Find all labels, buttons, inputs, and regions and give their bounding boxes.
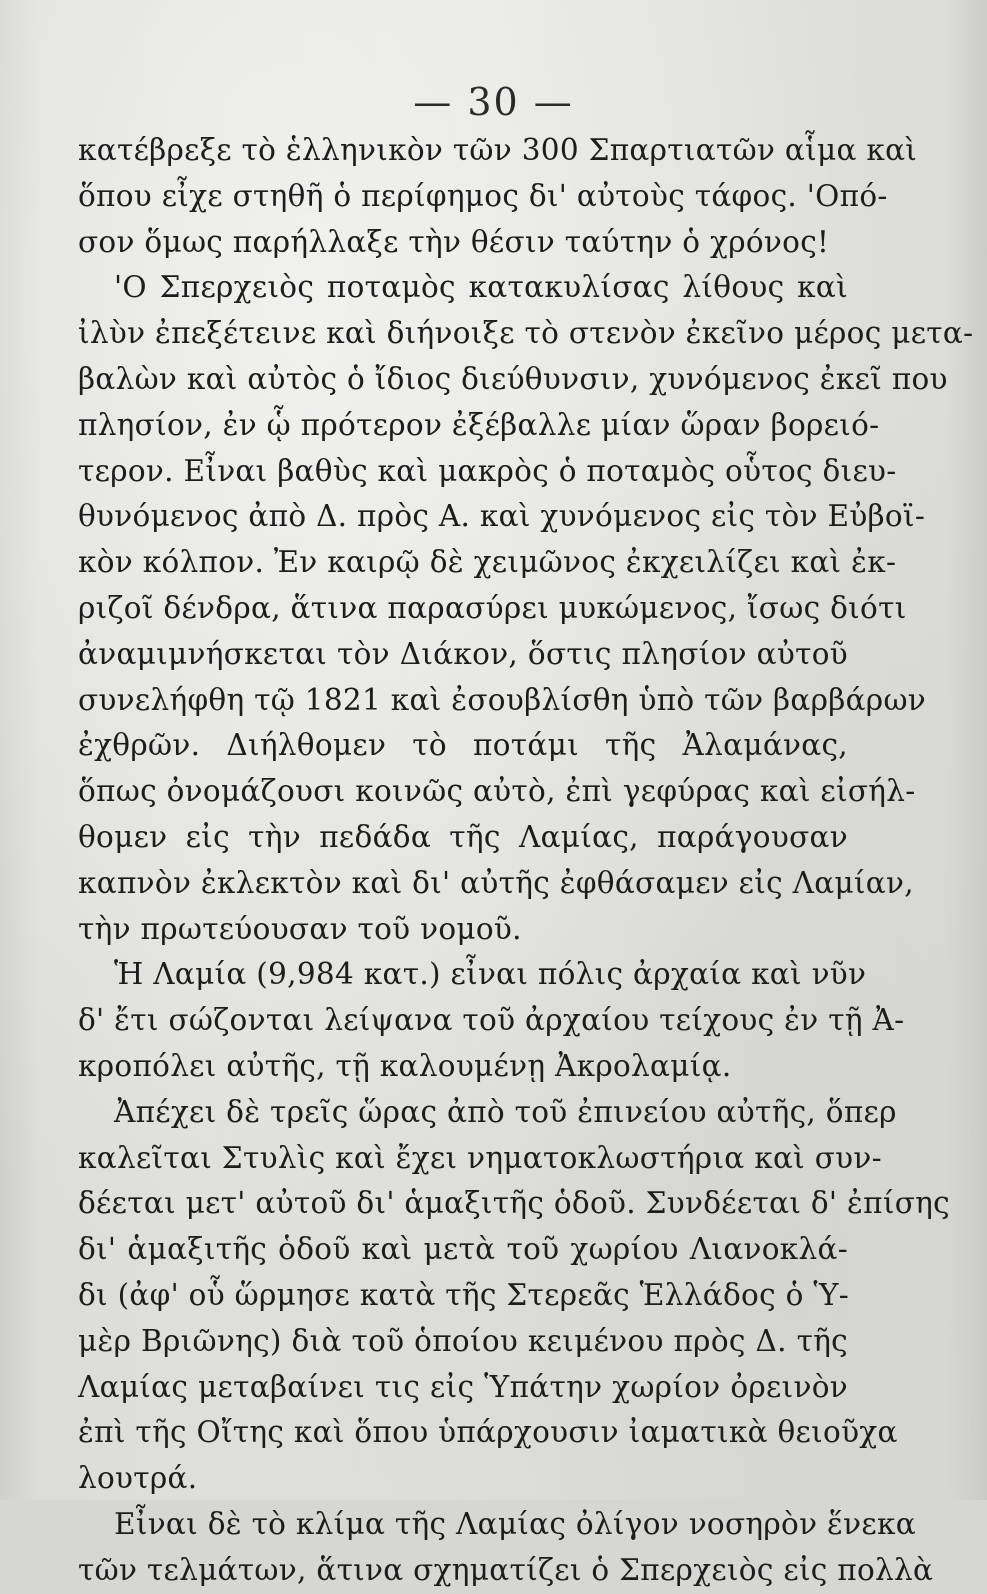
- text-line: τερον. Εἶναι βαθὺς καὶ μακρὸς ὁ ποταμὸς οὗτος διευ-: [78, 453, 897, 488]
- text-line: θυνόμενος ἀπὸ Δ. πρὸς Α. καὶ χυνόμενος εἰς τὸν Εὐβοϊ-: [78, 499, 926, 534]
- text-line: δ' ἔτι σώζονται λείψανα τοῦ ἀρχαίου τείχους ἐν τῇ Ἀ-: [78, 1003, 905, 1038]
- text-line: ἀναμιμνήσκεται τὸν Διάκον, ὅστις πλησίον αὐτοῦ: [78, 636, 848, 671]
- text-line: τὴν πρωτεύουσαν τοῦ νομοῦ.: [78, 911, 522, 946]
- text-line: συνελήφθη τῷ 1821 καὶ ἐσουβλίσθη ὑπὸ τῶν βαρβάρων: [78, 682, 927, 717]
- text-line: Λαμίας μεταβαίνει τις εἰς Ὑπάτην χωρίον ὀρεινὸν: [78, 1369, 848, 1404]
- text-line: πλησίον, ἐν ᾧ πρότερον ἐξέβαλλε μίαν ὥραν βορειό-: [78, 407, 880, 442]
- text-line: ἰλὺν ἐπεξέτεινε καὶ διήνοιξε τὸ στενὸν ἐκεῖνο μέρος μετα-: [78, 316, 974, 351]
- text-line: δι' ἁμαξιτῆς ὁδοῦ καὶ μετὰ τοῦ χωρίου Λιανοκλά-: [78, 1232, 848, 1267]
- text-line: μὲρ Βριῶνης) διὰ τοῦ ὁποίου κειμένου πρὸς Δ. τῆς: [78, 1323, 848, 1358]
- text-line: κατέβρεξε τὸ ἑλληνικὸν τῶν 300 Σπαρτιατῶν αἷμα καὶ: [78, 133, 918, 167]
- page-number: — 30 —: [413, 80, 574, 124]
- body-text: [78, 128, 974, 1594]
- text-line: δέεται μετ' αὐτοῦ δι' ἁμαξιτῆς ὁδοῦ. Συνδέεται δ' ἐπίσης: [78, 1186, 950, 1221]
- text-line: δι (ἀφ' οὗ ὥρμησε κατὰ τῆς Στερεᾶς Ἑλλάδος ὁ Ὑ-: [78, 1277, 850, 1312]
- text-line: Εἶναι δὲ τὸ κλίμα τῆς Λαμίας ὀλίγον νοσηρὸν ἕνεκα: [114, 1506, 916, 1541]
- text-line: τῶν τελμάτων, ἅτινα σχηματίζει ὁ Σπερχειὸς εἰς πολλὰ: [78, 1552, 934, 1587]
- text-line: Ἀπέχει δὲ τρεῖς ὥρας ἀπὸ τοῦ ἐπινείου αὐτῆς, ὅπερ: [114, 1094, 897, 1129]
- text-line: ὅπου εἶχε στηθῆ ὁ περίφημος δι' αὐτοὺς τάφος. 'Οπό-: [78, 178, 888, 213]
- text-line: ριζοῖ δένδρα, ἅτινα παρασύρει μυκώμενος, ἴσως διότι: [78, 590, 907, 625]
- text-line: θομεν εἰς τὴν πεδάδα τῆς Λαμίας, παράγουσαν: [78, 819, 848, 854]
- text-line: ἐχθρῶν. Διήλθομεν τὸ ποτάμι τῆς Ἀλαμάνας,: [78, 728, 848, 763]
- text-line: καπνὸν ἐκλεκτὸν καὶ δι' αὐτῆς ἐφθάσαμεν εἰς Λαμίαν,: [78, 865, 914, 900]
- text-line: ὅπως ὀνομάζουσι κοινῶς αὐτὸ, ἐπὶ γεφύρας καὶ εἰσήλ-: [78, 774, 916, 809]
- text-line: λουτρά.: [78, 1461, 198, 1496]
- text-line: κροπόλει αὐτῆς, τῇ καλουμένῃ Ἀκρολαμίᾳ.: [78, 1048, 732, 1083]
- text-line: καλεῖται Στυλὶς καὶ ἔχει νηματοκλωστήρια καὶ συν-: [78, 1140, 882, 1175]
- text-line: Ἡ Λαμία (9,984 κατ.) εἶναι πόλις ἀρχαία καὶ νῦν: [114, 957, 867, 992]
- text-line: κὸν κόλπον. Ἐν καιρῷ δὲ χειμῶνος ἐκχειλίζει καὶ ἐκ-: [78, 545, 897, 580]
- text-line: 'Ο Σπερχειὸς ποταμὸς κατακυλίσας λίθους καὶ: [114, 270, 848, 305]
- text-line: σον ὅμως παρήλλαξε τὴν θέσιν ταύτην ὁ χρόνος!: [78, 224, 830, 259]
- text-line: βαλὼν καὶ αὐτὸς ὁ ἴδιος διεύθυνσιν, χυνόμενος ἐκεῖ που: [78, 361, 948, 396]
- text-line: ἐπὶ τῆς Οἴτης καὶ ὅπου ὑπάρχουσιν ἰαματικὰ θειοῦχα: [78, 1415, 898, 1450]
